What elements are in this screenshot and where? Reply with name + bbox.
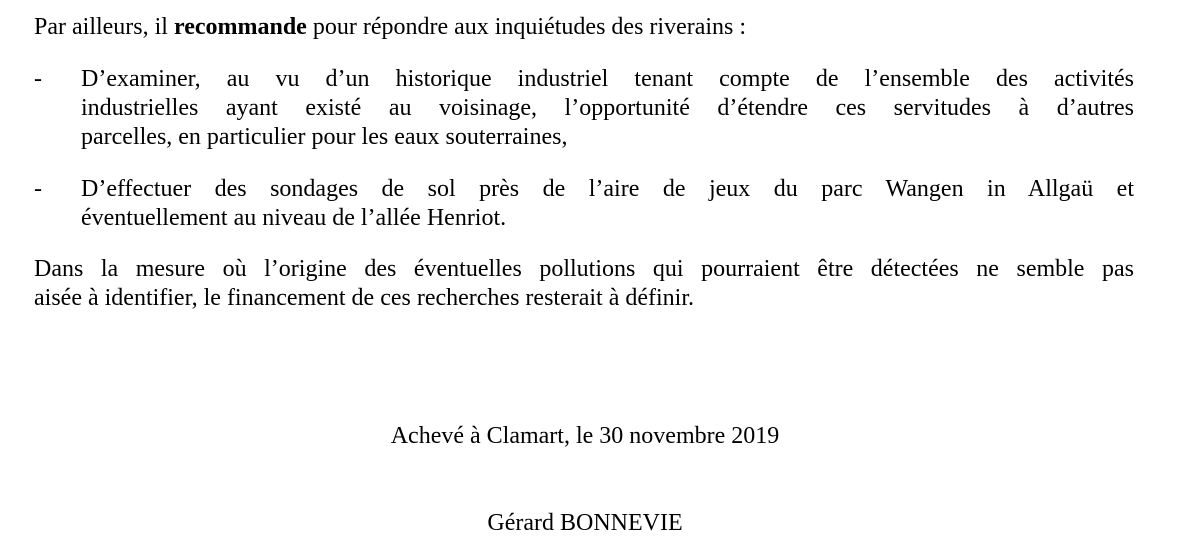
intro-text-after: pour répondre aux inquiétudes des riverains : (306, 14, 747, 40)
bullet-dash: - (34, 176, 42, 202)
intro-paragraph (34, 13, 1134, 42)
intro-text-before: Par ailleurs, il (34, 14, 174, 40)
closing-paragraph (34, 255, 1134, 313)
bullet-line: industrielles ayant existé au voisinage, l’opportunité d’étendre ces servitudes à d’autres (81, 95, 1134, 121)
bullet-line: D’examiner, au vu d’un historique industriel tenant compte de l’ensemble des activités (81, 66, 1134, 92)
bullet-line: parcelles, en particulier pour les eaux souterraines, (81, 124, 568, 150)
bullet-line: D’effectuer des sondages de sol près de l’aire de jeux du parc Wangen in Allgaü et (81, 176, 1134, 202)
bullet-dash: - (34, 66, 42, 92)
intro-bold-keyword: recommande (173, 14, 307, 40)
signature-date: Achevé à Clamart, le 30 novembre 2019 (390, 423, 780, 449)
closing-line: aisée à identifier, le financement de ces recherches resterait à définir. (34, 285, 695, 311)
bullet-item (34, 175, 1134, 233)
bullet-item (34, 65, 1134, 152)
bullet-text (81, 175, 1134, 233)
bullet-text (81, 65, 1134, 152)
closing-line: Dans la mesure où l’origine des éventuelles pollutions qui pourraient être détectées ne semble pas (34, 256, 1134, 282)
signatory-name: Gérard BONNEVIE (487, 510, 683, 536)
bullet-line: éventuellement au niveau de l’allée Henriot. (81, 205, 507, 231)
